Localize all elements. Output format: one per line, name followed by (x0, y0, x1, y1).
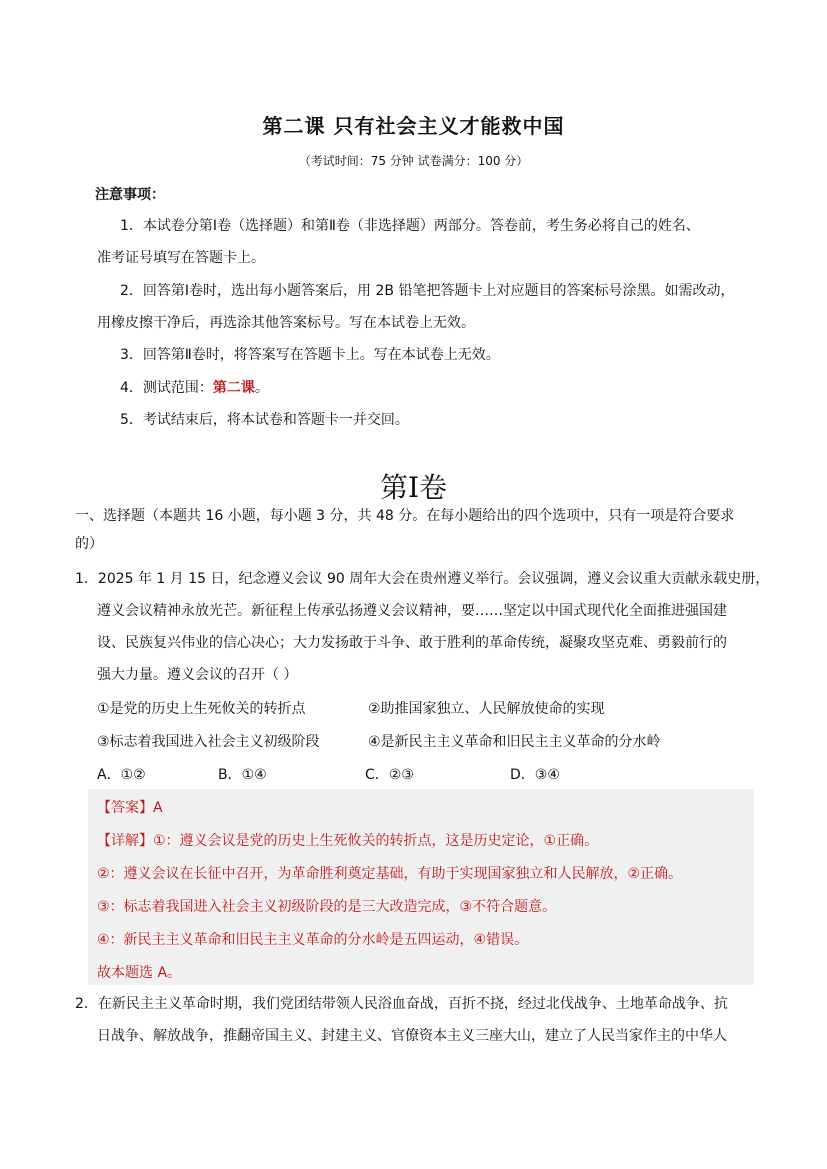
answer-label: 【答案】A (97, 800, 163, 816)
answer-detail-4: ④：新民主主义革命和旧民主主义革命的分水岭是五四运动，④错误。 (97, 932, 529, 948)
question-2-line-1: 2．在新民主主义革命时期，我们党团结带领人民浴血奋战，百折不挠，经过北伐战争、土地革命战争、抗 (75, 996, 728, 1012)
notice-item-1-line-2: 准考证号填写在答题卡上。 (97, 250, 265, 266)
notice-item-4-suffix: 。 (254, 380, 269, 396)
statement-2: ②助推国家独立、人民解放使命的实现 (368, 701, 605, 717)
question-1-line-1: 1．2025 年 1 月 15 日，纪念遵义会议 90 周年大会在贵州遵义举行。会议强调，遵义会议重大贡献永载史册， (75, 571, 770, 587)
notice-item-4-prefix: 4．测试范围： (120, 380, 213, 396)
statement-4: ④是新民主主义革命和旧民主主义革命的分水岭 (368, 734, 661, 750)
question-1-line-3: 设、民族复兴伟业的信心决心；大力发扬敢于斗争、敢于胜利的革命传统，凝聚攻坚克难、勇毅前行的 (97, 635, 727, 651)
notice-item-5: 5．考试结束后，将本试卷和答题卡一并交回。 (120, 412, 409, 428)
notice-item-1-line-1: 1．本试卷分第Ⅰ卷（选择题）和第Ⅱ卷（非选择题）两部分。答卷前，考生务必将自己的姓名、 (120, 218, 700, 234)
notice-item-4 (120, 372, 269, 404)
page-title: 第二课 只有社会主义才能救中国 (262, 114, 565, 138)
test-scope: 第二课 (212, 380, 255, 396)
answer-conclusion: 故本题选 A。 (97, 965, 182, 981)
notice-item-2-line-2: 用橡皮擦干净后，再选涂其他答案标号。写在本试卷上无效。 (97, 315, 475, 331)
statement-3: ③标志着我国进入社会主义初级阶段 (97, 734, 320, 750)
option-d: D．③④ (510, 767, 560, 783)
question-1-line-4: 强大力量。遵义会议的召开（ ） (97, 667, 298, 683)
exam-info: （考试时间：75 分钟 试卷满分：100 分） (298, 154, 529, 168)
question-2-line-2: 日战争、解放战争，推翻帝国主义、封建主义、官僚资本主义三座大山，建立了人民当家作主的中华人 (97, 1028, 727, 1044)
question-1-line-2: 遵义会议精神永放光芒。新征程上传承弘扬遵义会议精神，要……坚定以中国式现代化全面推进强国建 (97, 603, 727, 619)
option-b: B．①④ (218, 767, 267, 783)
section-title: 第I卷 (379, 471, 448, 504)
part-1-heading-line-1: 一、选择题（本题共 16 小题，每小题 3 分，共 48 分。在每小题给出的四个选项中，只有一项是符合要求 (75, 508, 735, 524)
answer-detail-3: ③：标志着我国进入社会主义初级阶段的是三大改造完成，③不符合题意。 (97, 899, 557, 915)
notice-item-2-line-1: 2．回答第Ⅰ卷时，选出每小题答案后，用 2B 铅笔把答题卡上对应题目的答案标号涂黑。如需改动， (120, 283, 735, 299)
answer-detail-1: 【详解】①：遵义会议是党的历史上生死攸关的转折点，这是历史定论，①正确。 (97, 833, 599, 849)
statement-1: ①是党的历史上生死攸关的转折点 (97, 701, 306, 717)
answer-detail-2: ②：遵义会议在长征中召开，为革命胜利奠定基础，有助于实现国家独立和人民解放，②正确。 (97, 866, 683, 882)
answer-box (88, 789, 754, 985)
notice-heading: 注意事项： (95, 187, 165, 203)
notice-item-3: 3．回答第Ⅱ卷时，将答案写在答题卡上。写在本试卷上无效。 (120, 347, 500, 363)
part-1-heading-line-2: 的） (75, 536, 103, 552)
option-a: A．①② (97, 767, 146, 783)
option-c: C．②③ (365, 767, 414, 783)
